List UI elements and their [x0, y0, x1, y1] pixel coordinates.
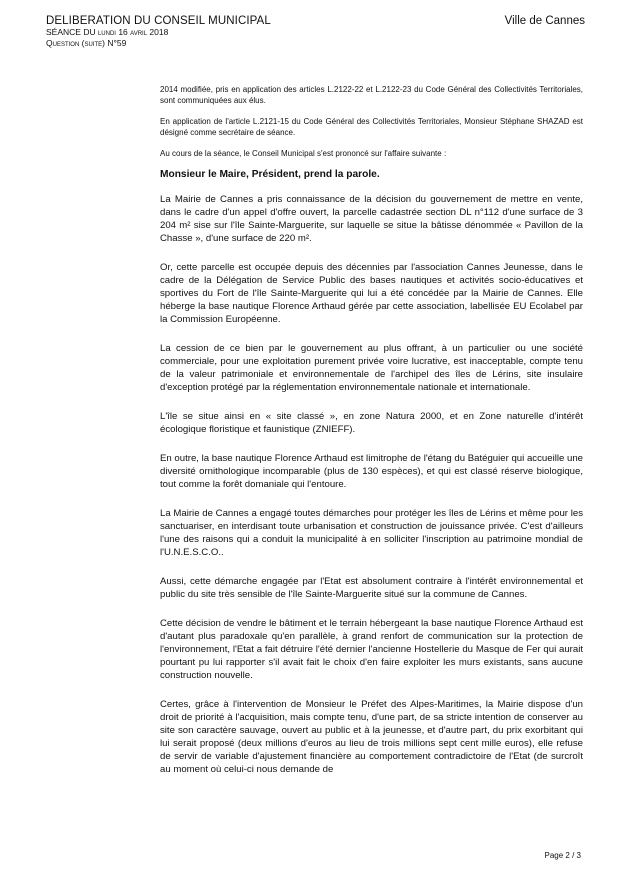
document-title: DELIBERATION DU CONSEIL MUNICIPAL — [46, 15, 271, 27]
body-paragraph: L'île se situe ainsi en « site classé », en zone Natura 2000, et en Zone naturelle d'intérêt écologique floristique et faunistique (ZNIEFF). — [160, 411, 583, 435]
intro-block — [160, 84, 583, 159]
body-paragraph: La Mairie de Cannes a pris connaissance de la décision du gouvernement de mettre en vente, dans le cadre d'un appel d'offre ouvert, la parcelle cadastrée section DL n°112 d'une surface de 3 204 m² sise sur l'île Sainte-Marguerite, sur laquelle se situe la bâtisse dénommée « Pavillon de la Chasse », d'une surface de 220 m². — [160, 194, 583, 244]
body-paragraph: La Mairie de Cannes a engagé toutes démarches pour protéger les îles de Lérins et même pour les sanctuariser, en interdisant toute urbanisation et construction de jouissance privée. C'est d'ailleurs l'une des raisons qui a conduit la municipalité à en solliciter l'inscription au patrimoine mondial de l'U.N.E.S.C.O.. — [160, 508, 583, 558]
seance-date: lundi 16 avril 2018 — [97, 27, 169, 37]
intro-paragraph: Au cours de la séance, le Conseil Municipal s'est prononcé sur l'affaire suivante : — [160, 149, 447, 158]
page-number: Page 2 / 3 — [544, 851, 581, 860]
speaker-heading: Monsieur le Maire, Président, prend la parole. — [160, 169, 380, 180]
body-paragraph: Certes, grâce à l'intervention de Monsieur le Préfet des Alpes-Maritimes, la Mairie dispose d'un droit de priorité à l'acquisition, mais compte tenu, d'une part, de sa stricte intention de conserver au site son caractère sauvage, ouvert au public et à la jeunesse, et d'autre part, du prix exorbitant qui lui serait proposé (deux millions d'euros au lieu de trois millions sept cent mille euros), elle refuse de servir de variable d'ajustement financière au comportement contradictoire de l'Etat (de surcroît au moment où celui-ci nous demande de — [160, 699, 583, 775]
main-text — [160, 193, 583, 776]
city-name: Ville de Cannes — [504, 15, 585, 27]
body-paragraph: Cette décision de vendre le bâtiment et le terrain hébergeant la base nautique Florence Arthaud est d'autant plus paradoxale qu'en parallèle, à grand renfort de communication sur la protection de l'environnement, l'Etat a fait détruire l'été dernier l'ancienne Hostellerie du Masque de Fer qui aurait pourtant pu lui rapporter s'il avait fait le choix d'en faire exploiter les murs existants, sans aucune construction nouvelle. — [160, 618, 583, 681]
intro-paragraph: En application de l'article L.2121-15 du Code Général des Collectivités Territoriales, Monsieur Stéphane SHAZAD est désigné comme secrétaire de séance. — [160, 117, 583, 137]
seance-label: SÉANCE DU — [46, 27, 96, 37]
document-body — [160, 84, 583, 792]
body-paragraph: La cession de ce bien par le gouvernement au plus offrant, à un particulier ou une société commerciale, pour une exploitation purement privée voire lucrative, est inacceptable, compte tenu de la valeur patrimoniale et environnementale de l'archipel des îles de Lérins, site insulaire d'exception protégé par la réglementation environnementale nationale et internationale. — [160, 343, 583, 393]
question-number: Question (suite) N°59 — [46, 38, 127, 48]
body-paragraph: Aussi, cette démarche engagée par l'Etat est absolument contraire à l'intérêt environnemental et public du site très sensible de l'île Sainte-Marguerite situé sur la commune de Cannes. — [160, 576, 583, 600]
intro-paragraph: 2014 modifiée, pris en application des articles L.2122-22 et L.2122-23 du Code Général des Collectivités Territoriales, sont communiquées aux élus. — [160, 85, 583, 105]
seance-line — [46, 27, 271, 38]
body-paragraph: Or, cette parcelle est occupée depuis des décennies par l'association Cannes Jeunesse, dans le cadre de la Délégation de Service Public des bases nautiques et activités socio-éducatives et sportives du Fort de l'île Sainte-Marguerite qui lui a été concédée par la Mairie de Cannes. Elle héberge la base nautique Florence Arthaud gérée par cette association, labellisée EU Ecolabel par la Commission Européenne. — [160, 262, 583, 325]
body-paragraph: En outre, la base nautique Florence Arthaud est limitrophe de l'étang du Batéguier qui accueille une diversité ornithologique incomparable (plus de 130 espèces), et qui est classé réserve biologique, tout comme la forêt domaniale qui l'entoure. — [160, 453, 583, 490]
document-header — [46, 15, 271, 49]
